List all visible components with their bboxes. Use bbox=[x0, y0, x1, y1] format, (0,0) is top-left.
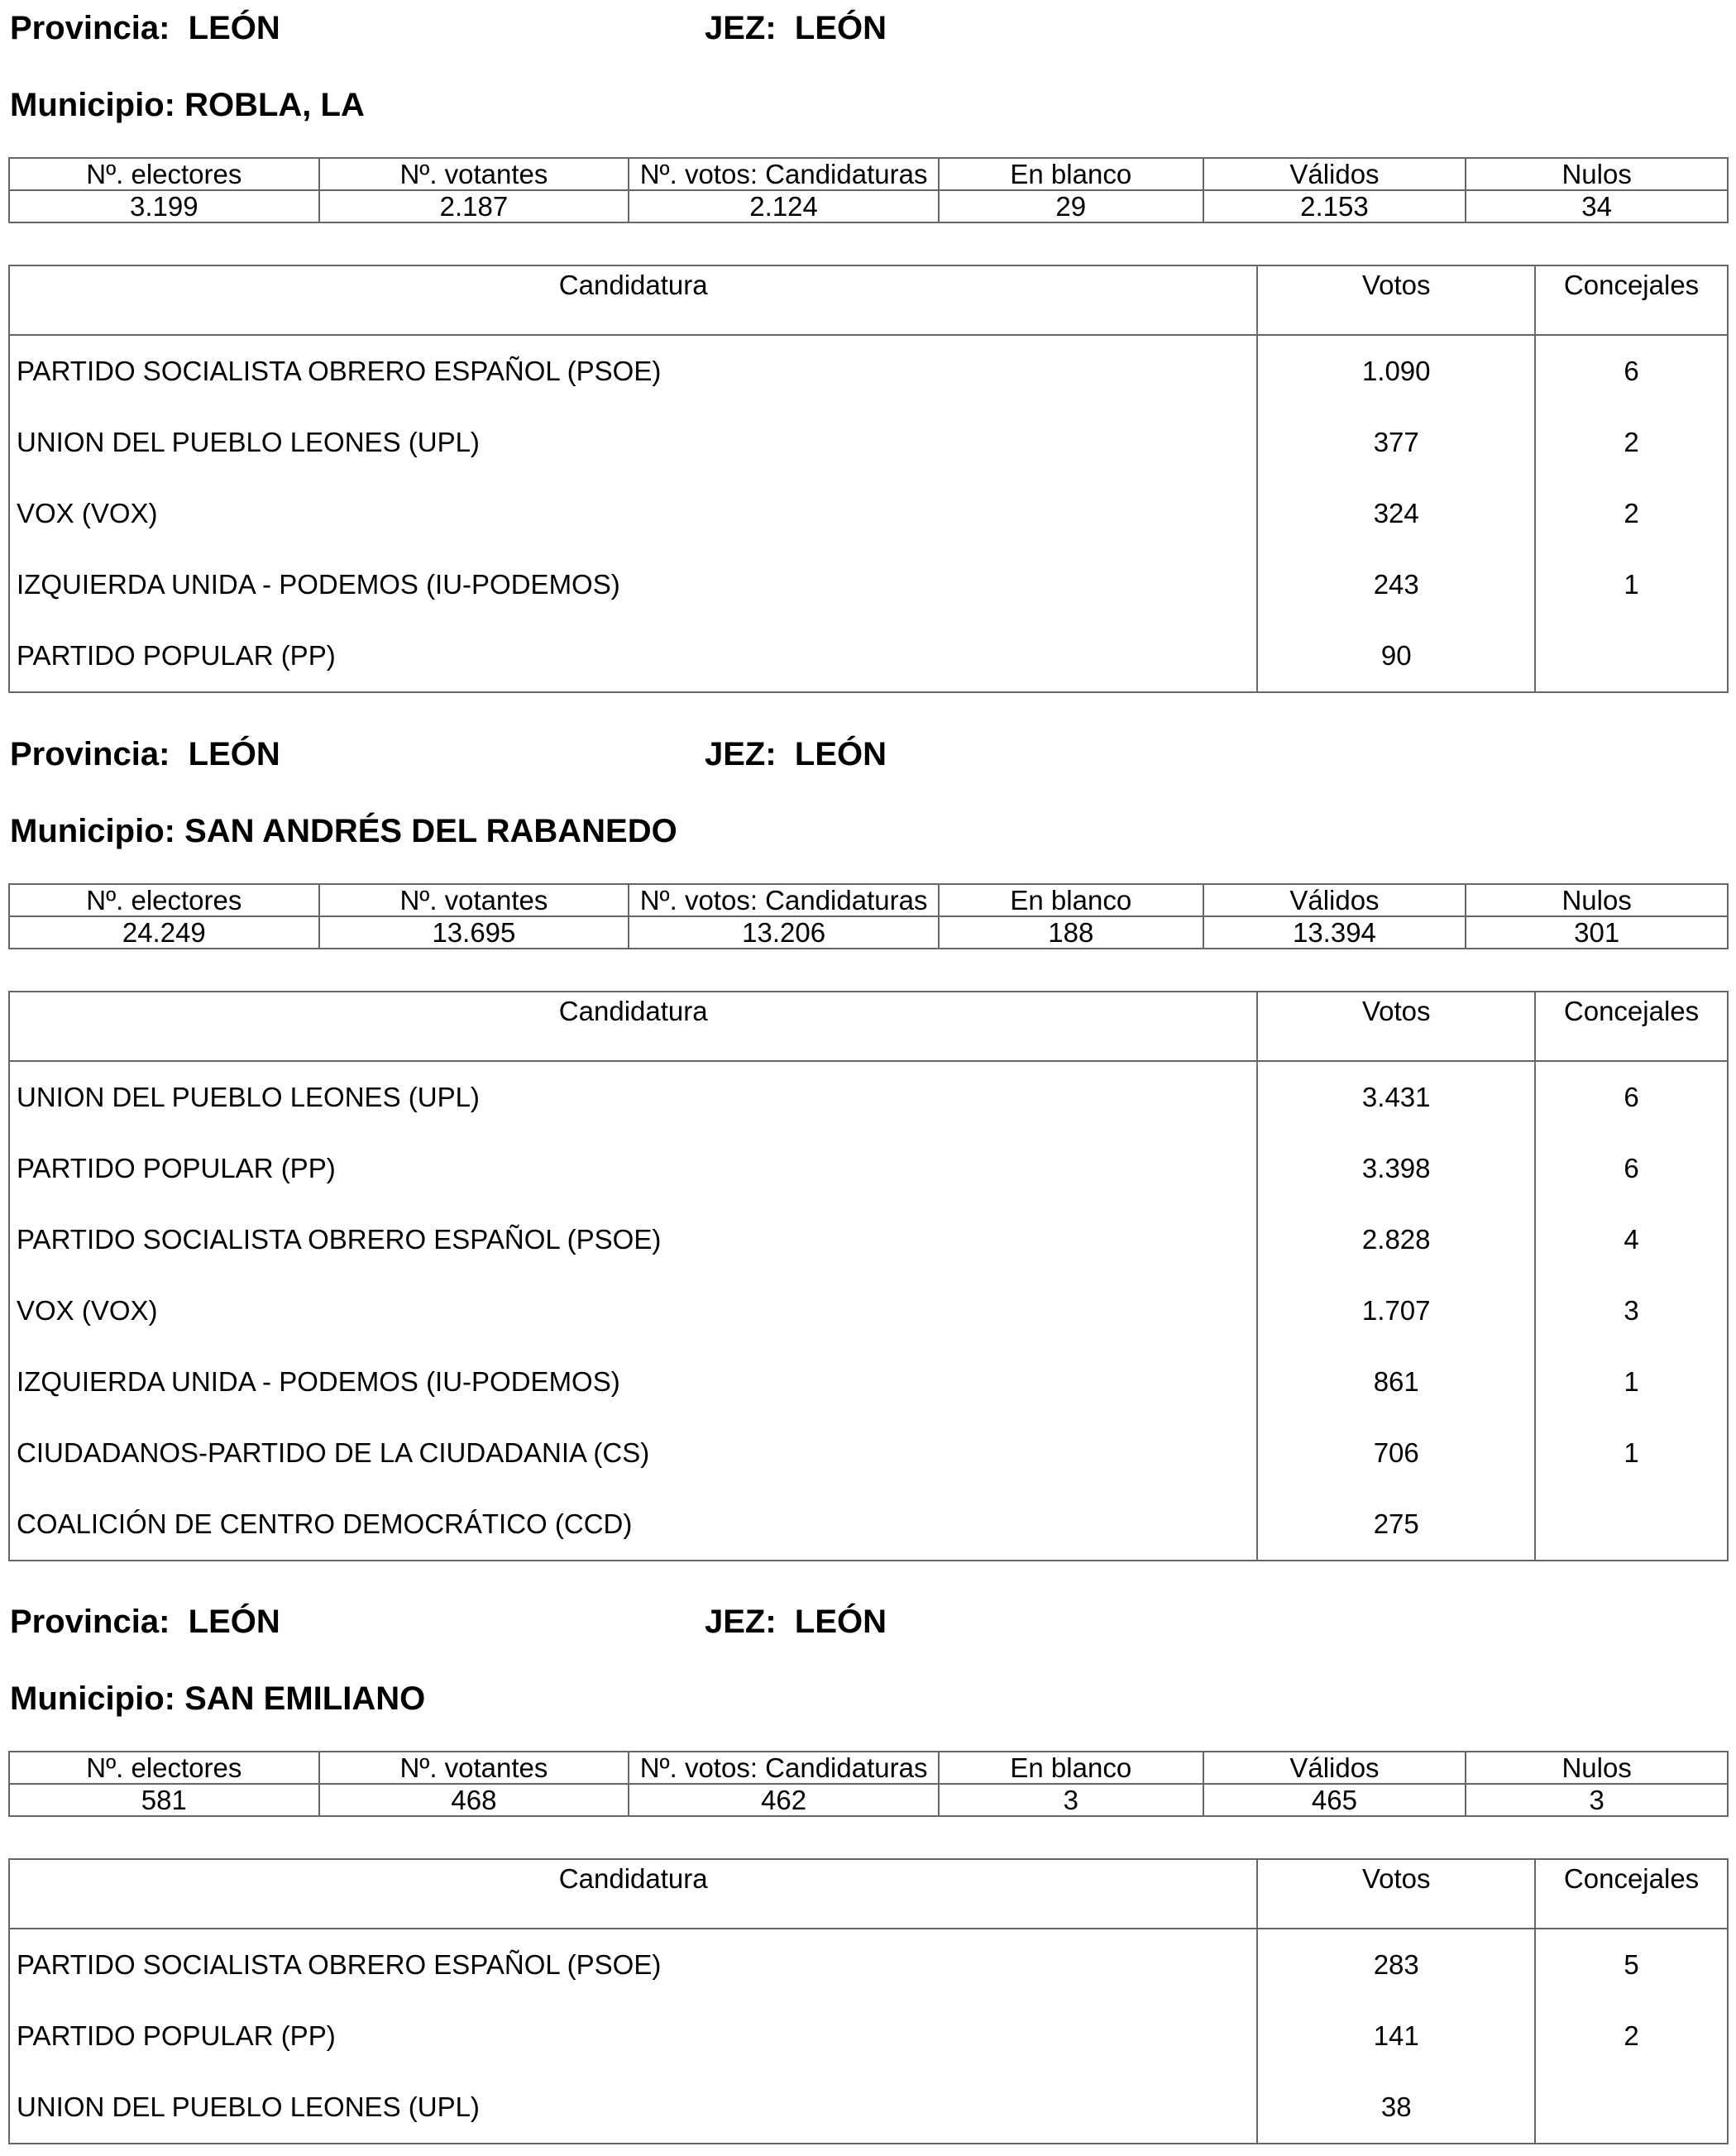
candidate-row bbox=[9, 549, 1728, 620]
stats-value-cell: 2.124 bbox=[629, 190, 939, 222]
stats-header-cell: Válidos bbox=[1203, 158, 1466, 190]
candidate-row bbox=[9, 1061, 1728, 1133]
candidate-row bbox=[9, 1275, 1728, 1346]
stats-value-row bbox=[9, 190, 1728, 222]
candidate-concejales: 1 bbox=[1624, 1437, 1639, 1468]
candidate-votos: 706 bbox=[1257, 1417, 1535, 1489]
stats-value-cell: 581 bbox=[9, 1784, 319, 1816]
candidates-table bbox=[8, 1858, 1729, 2144]
candidate-name: IZQUIERDA UNIDA - PODEMOS (IU-PODEMOS) bbox=[9, 549, 1257, 620]
jez-value: LEÓN bbox=[794, 736, 887, 772]
candidate-votos: 275 bbox=[1257, 1489, 1535, 1561]
candidate-name: IZQUIERDA UNIDA - PODEMOS (IU-PODEMOS) bbox=[9, 1346, 1257, 1417]
candidate-concejales: 1 bbox=[1624, 1366, 1639, 1397]
jez-line bbox=[705, 1605, 887, 1638]
provincia-line bbox=[10, 12, 280, 45]
stats-value-cell: 3.199 bbox=[9, 190, 319, 222]
jez-label: JEZ: bbox=[705, 736, 777, 772]
candidates-table bbox=[8, 991, 1729, 1561]
municipio-line bbox=[10, 88, 365, 122]
provincia-value: LEÓN bbox=[188, 736, 280, 772]
candidate-row bbox=[9, 407, 1728, 478]
candidate-row bbox=[9, 1204, 1728, 1275]
municipio-value: ROBLA, LA bbox=[184, 87, 365, 123]
candidate-name: PARTIDO POPULAR (PP) bbox=[9, 1133, 1257, 1204]
candidate-name: PARTIDO SOCIALISTA OBRERO ESPAÑOL (PSOE) bbox=[9, 335, 1257, 407]
stats-value-cell: 13.206 bbox=[629, 916, 939, 949]
municipality-block bbox=[0, 1594, 1736, 2156]
candidate-concejales: 6 bbox=[1624, 356, 1639, 386]
candidate-votos: 3.398 bbox=[1257, 1133, 1535, 1204]
candidate-name: PARTIDO SOCIALISTA OBRERO ESPAÑOL (PSOE) bbox=[9, 1204, 1257, 1275]
stats-header-row bbox=[9, 158, 1728, 190]
stats-header-cell: Nulos bbox=[1466, 1752, 1728, 1784]
candidate-row bbox=[9, 2001, 1728, 2072]
candidatura-header: Candidatura bbox=[9, 992, 1257, 1061]
candidate-concejales: 3 bbox=[1624, 1295, 1639, 1326]
stats-value-row bbox=[9, 916, 1728, 949]
candidates-table bbox=[8, 265, 1729, 693]
candidate-votos: 3.431 bbox=[1257, 1061, 1535, 1133]
stats-header-cell: Nº. votos: Candidaturas bbox=[629, 158, 939, 190]
candidate-votos: 861 bbox=[1257, 1346, 1535, 1417]
provincia-label: Provincia: bbox=[10, 736, 170, 772]
candidate-votos: 141 bbox=[1257, 2001, 1535, 2072]
candidate-name: CIUDADANOS-PARTIDO DE LA CIUDADANIA (CS) bbox=[9, 1417, 1257, 1489]
municipio-line bbox=[10, 815, 677, 848]
candidate-name: PARTIDO SOCIALISTA OBRERO ESPAÑOL (PSOE) bbox=[9, 1929, 1257, 2001]
stats-header-cell: Nº. votos: Candidaturas bbox=[629, 1752, 939, 1784]
stats-header-cell: Nulos bbox=[1466, 884, 1728, 916]
stats-header-cell: Válidos bbox=[1203, 884, 1466, 916]
stats-header-cell: Nulos bbox=[1466, 158, 1728, 190]
candidate-concejales: 1 bbox=[1624, 569, 1639, 600]
candidate-votos: 1.707 bbox=[1257, 1275, 1535, 1346]
candidate-concejales: 6 bbox=[1624, 1082, 1639, 1112]
stats-value-cell: 2.153 bbox=[1203, 190, 1466, 222]
candidate-concejales bbox=[1535, 620, 1728, 692]
stats-header-cell: Nº. electores bbox=[9, 158, 319, 190]
candidates-header-row bbox=[9, 1859, 1728, 1929]
stats-value-cell: 301 bbox=[1466, 916, 1728, 949]
stats-header-cell: Nº. electores bbox=[9, 884, 319, 916]
municipio-line bbox=[10, 1682, 425, 1715]
candidate-concejales: 2 bbox=[1624, 2020, 1639, 2051]
candidate-row bbox=[9, 1346, 1728, 1417]
candidate-votos: 1.090 bbox=[1257, 335, 1535, 407]
candidate-row bbox=[9, 1489, 1728, 1561]
stats-header-cell: Nº. electores bbox=[9, 1752, 319, 1784]
candidate-votos: 283 bbox=[1257, 1929, 1535, 2001]
stats-value-cell: 13.394 bbox=[1203, 916, 1466, 949]
concejales-header: Concejales bbox=[1535, 992, 1728, 1061]
stats-header-cell: En blanco bbox=[939, 1752, 1203, 1784]
candidate-row bbox=[9, 1417, 1728, 1489]
provincia-value: LEÓN bbox=[188, 1604, 280, 1640]
jez-line bbox=[705, 12, 887, 45]
votos-header: Votos bbox=[1257, 1859, 1535, 1929]
stats-table bbox=[8, 883, 1729, 949]
stats-header-cell: En blanco bbox=[939, 158, 1203, 190]
candidate-votos: 324 bbox=[1257, 478, 1535, 549]
jez-label: JEZ: bbox=[705, 1604, 777, 1640]
candidate-name: COALICIÓN DE CENTRO DEMOCRÁTICO (CCD) bbox=[9, 1489, 1257, 1561]
stats-value-cell: 3 bbox=[939, 1784, 1203, 1816]
candidate-row bbox=[9, 2072, 1728, 2144]
provincia-value: LEÓN bbox=[188, 10, 280, 46]
stats-header-cell: Nº. votos: Candidaturas bbox=[629, 884, 939, 916]
candidate-votos: 90 bbox=[1257, 620, 1535, 692]
municipio-label: Municipio: bbox=[10, 87, 175, 123]
stats-value-cell: 468 bbox=[319, 1784, 629, 1816]
candidates-header-row bbox=[9, 992, 1728, 1061]
candidate-row bbox=[9, 335, 1728, 407]
candidate-concejales bbox=[1535, 1489, 1728, 1561]
municipio-value: SAN EMILIANO bbox=[184, 1680, 426, 1717]
provincia-line bbox=[10, 1605, 280, 1638]
stats-value-cell: 465 bbox=[1203, 1784, 1466, 1816]
stats-header-cell: Nº. votantes bbox=[319, 1752, 629, 1784]
municipality-block bbox=[0, 726, 1736, 1539]
municipio-label: Municipio: bbox=[10, 1680, 175, 1717]
stats-value-cell: 29 bbox=[939, 190, 1203, 222]
candidate-name: UNION DEL PUEBLO LEONES (UPL) bbox=[9, 2072, 1257, 2144]
candidate-concejales: 2 bbox=[1624, 427, 1639, 457]
stats-value-cell: 462 bbox=[629, 1784, 939, 1816]
stats-header-row bbox=[9, 884, 1728, 916]
candidate-row bbox=[9, 620, 1728, 692]
provincia-label: Provincia: bbox=[10, 10, 170, 46]
stats-header-cell: Válidos bbox=[1203, 1752, 1466, 1784]
stats-value-cell: 13.695 bbox=[319, 916, 629, 949]
jez-label: JEZ: bbox=[705, 10, 777, 46]
stats-value-cell: 2.187 bbox=[319, 190, 629, 222]
stats-value-cell: 24.249 bbox=[9, 916, 319, 949]
candidate-name: VOX (VOX) bbox=[9, 478, 1257, 549]
candidate-votos: 377 bbox=[1257, 407, 1535, 478]
candidate-concejales: 6 bbox=[1624, 1153, 1639, 1183]
candidate-votos: 243 bbox=[1257, 549, 1535, 620]
candidate-concejales bbox=[1535, 2072, 1728, 2144]
municipio-value: SAN ANDRÉS DEL RABANEDO bbox=[184, 813, 677, 849]
candidate-row bbox=[9, 478, 1728, 549]
votos-header: Votos bbox=[1257, 992, 1535, 1061]
municipality-block bbox=[0, 0, 1736, 671]
candidate-concejales: 2 bbox=[1624, 498, 1639, 528]
stats-table bbox=[8, 157, 1729, 223]
candidates-header-row bbox=[9, 265, 1728, 335]
stats-header-cell: Nº. votantes bbox=[319, 158, 629, 190]
stats-header-cell: En blanco bbox=[939, 884, 1203, 916]
votos-header: Votos bbox=[1257, 265, 1535, 335]
provincia-label: Provincia: bbox=[10, 1604, 170, 1640]
stats-value-cell: 3 bbox=[1466, 1784, 1728, 1816]
candidate-name: UNION DEL PUEBLO LEONES (UPL) bbox=[9, 407, 1257, 478]
candidate-concejales: 4 bbox=[1624, 1224, 1639, 1255]
jez-value: LEÓN bbox=[794, 10, 887, 46]
candidate-concejales: 5 bbox=[1624, 1949, 1639, 1980]
candidate-votos: 38 bbox=[1257, 2072, 1535, 2144]
candidate-row bbox=[9, 1929, 1728, 2001]
stats-value-row bbox=[9, 1784, 1728, 1816]
candidate-name: PARTIDO POPULAR (PP) bbox=[9, 2001, 1257, 2072]
candidate-name: UNION DEL PUEBLO LEONES (UPL) bbox=[9, 1061, 1257, 1133]
candidate-name: PARTIDO POPULAR (PP) bbox=[9, 620, 1257, 692]
provincia-line bbox=[10, 738, 280, 771]
stats-header-cell: Nº. votantes bbox=[319, 884, 629, 916]
candidate-row bbox=[9, 1133, 1728, 1204]
candidatura-header: Candidatura bbox=[9, 265, 1257, 335]
stats-header-row bbox=[9, 1752, 1728, 1784]
concejales-header: Concejales bbox=[1535, 1859, 1728, 1929]
candidate-votos: 2.828 bbox=[1257, 1204, 1535, 1275]
municipio-label: Municipio: bbox=[10, 813, 175, 849]
stats-value-cell: 188 bbox=[939, 916, 1203, 949]
stats-table bbox=[8, 1751, 1729, 1817]
jez-value: LEÓN bbox=[794, 1604, 887, 1640]
candidate-name: VOX (VOX) bbox=[9, 1275, 1257, 1346]
stats-value-cell: 34 bbox=[1466, 190, 1728, 222]
candidatura-header: Candidatura bbox=[9, 1859, 1257, 1929]
concejales-header: Concejales bbox=[1535, 265, 1728, 335]
jez-line bbox=[705, 738, 887, 771]
